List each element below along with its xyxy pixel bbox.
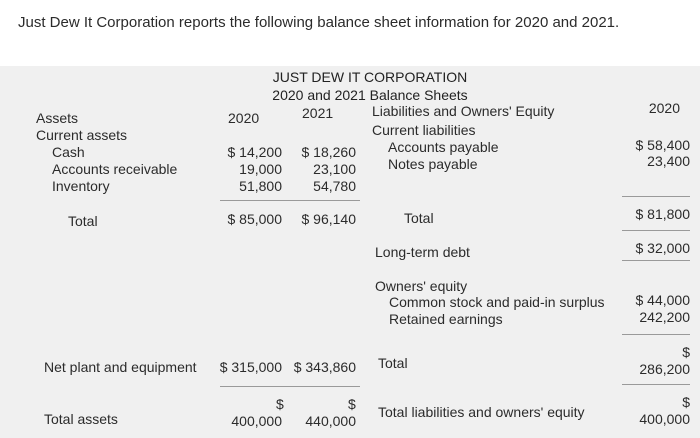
asset-label: Accounts receivable bbox=[52, 161, 178, 177]
asset-value-2021: 54,780 bbox=[313, 178, 356, 194]
total-assets-2020: 400,000 bbox=[231, 413, 282, 429]
divider bbox=[622, 196, 690, 197]
total-liabilities-2020: 400,000 bbox=[639, 411, 690, 427]
current-assets-heading: Current assets bbox=[36, 127, 128, 143]
divider bbox=[622, 260, 690, 261]
equity-value-2020: 242,200 bbox=[639, 309, 690, 325]
current-assets-total-2020: $ 85,000 bbox=[227, 211, 282, 227]
current-liabilities-total-label: Total bbox=[404, 210, 434, 226]
current-liabilities-heading: Current liabilities bbox=[372, 122, 476, 138]
liability-label: Notes payable bbox=[388, 156, 478, 172]
equity-total-symbol: $ bbox=[682, 344, 690, 360]
assets-heading: Assets bbox=[36, 110, 79, 126]
equity-total-label: Total bbox=[378, 355, 408, 371]
equity-label: Retained earnings bbox=[389, 311, 503, 327]
divider bbox=[622, 384, 690, 385]
total-assets-label: Total assets bbox=[44, 411, 118, 427]
current-liabilities-total-2020: $ 81,800 bbox=[635, 206, 690, 222]
asset-label: Cash bbox=[52, 144, 85, 160]
net-plant-label: Net plant and equipment bbox=[44, 359, 197, 375]
current-assets-total-label: Total bbox=[68, 213, 98, 229]
asset-value-2021: $ 18,260 bbox=[301, 144, 356, 160]
liability-label: Accounts payable bbox=[388, 139, 499, 155]
liability-value-2020: 23,400 bbox=[647, 153, 690, 169]
divider bbox=[220, 386, 360, 387]
assets-year-2021: 2021 bbox=[302, 105, 334, 121]
problem-statement: Just Dew It Corporation reports the following balance sheet information for 2020 and 2021. bbox=[18, 14, 620, 31]
divider bbox=[622, 230, 690, 231]
total-assets-2021: 440,000 bbox=[305, 413, 356, 429]
assets-year-2020: 2020 bbox=[228, 110, 260, 126]
balance-sheet-panel bbox=[0, 66, 700, 438]
asset-value-2020: 19,000 bbox=[239, 161, 282, 177]
total-liabilities-symbol: $ bbox=[682, 394, 690, 410]
total-liabilities-label: Total liabilities and owners' equity bbox=[378, 404, 585, 420]
long-term-debt-label: Long-term debt bbox=[375, 244, 470, 260]
asset-label: Inventory bbox=[52, 178, 110, 194]
asset-value-2021: 23,100 bbox=[313, 161, 356, 177]
total-assets-2021-symbol: $ bbox=[348, 396, 356, 412]
equity-value-2020: $ 44,000 bbox=[635, 292, 690, 308]
liability-value-2020: $ 58,400 bbox=[635, 137, 690, 153]
liabilities-heading: Liabilities and Owners' Equity bbox=[372, 103, 555, 119]
net-plant-2020: $ 315,000 bbox=[219, 359, 282, 375]
equity-total-2020: 286,200 bbox=[639, 361, 690, 377]
divider bbox=[220, 200, 360, 201]
owners-equity-heading: Owners' equity bbox=[375, 278, 468, 294]
current-assets-total-2021: $ 96,140 bbox=[301, 211, 356, 227]
divider bbox=[622, 334, 690, 335]
net-plant-2021: $ 343,860 bbox=[293, 359, 356, 375]
sheet-subtitle: 2020 and 2021 Balance Sheets bbox=[272, 87, 468, 103]
equity-label: Common stock and paid-in surplus bbox=[389, 294, 605, 310]
long-term-debt-2020: $ 32,000 bbox=[635, 240, 690, 256]
asset-value-2020: $ 14,200 bbox=[227, 144, 282, 160]
asset-value-2020: 51,800 bbox=[239, 178, 282, 194]
company-name: JUST DEW IT CORPORATION bbox=[272, 69, 468, 85]
liabilities-year-2020: 2020 bbox=[648, 100, 680, 116]
total-assets-2020-symbol: $ bbox=[276, 396, 284, 412]
